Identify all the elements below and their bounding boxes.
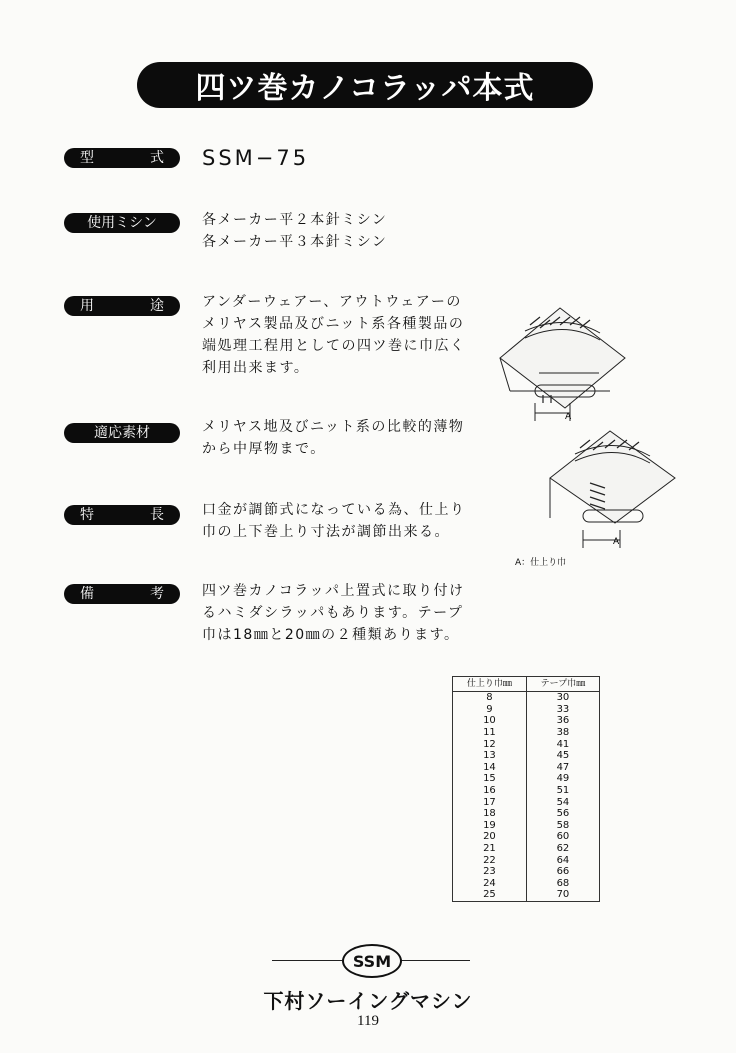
cell-tape-width: 54 <box>526 796 599 808</box>
cell-tape-width: 70 <box>526 889 599 901</box>
text-line: 各メーカー平２本針ミシン <box>202 212 388 228</box>
table-row <box>453 831 600 843</box>
machine-text <box>202 209 387 253</box>
table-row <box>453 866 600 878</box>
label-model-a: 型 <box>80 150 94 166</box>
cell-finished-width: 22 <box>453 854 527 866</box>
cell-finished-width: 18 <box>453 808 527 820</box>
cell-finished-width: 13 <box>453 750 527 762</box>
fold-diagram-bottom <box>545 428 685 553</box>
cell-tape-width: 60 <box>526 831 599 843</box>
spec-table <box>452 676 600 902</box>
dim-label-a2: A <box>613 537 620 547</box>
footer-rule-right <box>400 960 470 961</box>
text-line: 口金が調節式になっている為、仕上り <box>202 502 466 518</box>
header-tape-width: テープ巾㎜ <box>526 677 599 692</box>
text-line: 利用出来ます。 <box>202 360 310 376</box>
label-features <box>64 505 180 525</box>
cell-tape-width: 30 <box>526 692 599 704</box>
features-text <box>202 499 466 543</box>
label-features-a: 特 <box>80 507 94 523</box>
fold-diagram-top <box>495 303 635 428</box>
text-line: 端処理工程用としての四ツ巻に巾広く <box>202 338 466 354</box>
label-remarks-b: 考 <box>150 586 164 602</box>
label-machine: 使用ミシン <box>64 213 180 233</box>
cell-finished-width: 11 <box>453 727 527 739</box>
table-row <box>453 750 600 762</box>
text-line: 巾の上下巻上り寸法が調節出来る。 <box>202 524 450 540</box>
cell-finished-width: 21 <box>453 843 527 855</box>
label-model-b: 式 <box>150 150 164 166</box>
cell-tape-width: 62 <box>526 843 599 855</box>
cell-tape-width: 33 <box>526 704 599 716</box>
model-number: SSM−75 <box>202 146 310 170</box>
text-line: アンダーウェアー、アウトウェアーの <box>202 294 462 310</box>
cell-finished-width: 23 <box>453 866 527 878</box>
label-use-a: 用 <box>80 298 94 314</box>
cell-tape-width: 41 <box>526 738 599 750</box>
text-line: から中厚物まで。 <box>202 441 326 457</box>
cell-finished-width: 25 <box>453 889 527 901</box>
table-row <box>453 808 600 820</box>
table-row <box>453 773 600 785</box>
material-text <box>202 416 464 460</box>
table-row <box>453 715 600 727</box>
table-header-row <box>453 677 600 692</box>
label-model <box>64 148 180 168</box>
cell-finished-width: 15 <box>453 773 527 785</box>
cell-tape-width: 45 <box>526 750 599 762</box>
label-remarks-a: 備 <box>80 586 94 602</box>
text-line: メリヤス地及びニット系の比較的薄物 <box>202 419 465 435</box>
cell-tape-width: 64 <box>526 854 599 866</box>
label-use-b: 途 <box>150 298 164 314</box>
table-row <box>453 727 600 739</box>
table-row <box>453 762 600 774</box>
cell-finished-width: 14 <box>453 762 527 774</box>
text-line: メリヤス製品及びニット系各種製品の <box>202 316 465 332</box>
cell-tape-width: 49 <box>526 773 599 785</box>
label-features-b: 長 <box>150 507 164 523</box>
cell-finished-width: 24 <box>453 878 527 890</box>
cell-tape-width: 47 <box>526 762 599 774</box>
use-text <box>202 291 466 379</box>
text-line: 巾は18㎜と20㎜の２種類あります。 <box>202 627 460 643</box>
table-row <box>453 704 600 716</box>
table-row <box>453 854 600 866</box>
cell-tape-width: 51 <box>526 785 599 797</box>
cell-finished-width: 9 <box>453 704 527 716</box>
cell-tape-width: 36 <box>526 715 599 727</box>
company-logo: SSM <box>342 944 402 978</box>
label-remarks <box>64 584 180 604</box>
table-row <box>453 738 600 750</box>
cell-tape-width: 66 <box>526 866 599 878</box>
table-row <box>453 785 600 797</box>
diagram-caption: A：仕上り巾 <box>515 558 567 568</box>
cell-tape-width: 58 <box>526 820 599 832</box>
cell-tape-width: 68 <box>526 878 599 890</box>
table-row <box>453 820 600 832</box>
text-line: 各メーカー平３本針ミシン <box>202 234 388 250</box>
cell-finished-width: 19 <box>453 820 527 832</box>
cell-finished-width: 17 <box>453 796 527 808</box>
table-row <box>453 878 600 890</box>
cell-finished-width: 10 <box>453 715 527 727</box>
page-number: 119 <box>357 1013 379 1029</box>
text-line: るハミダシラッパもあります。テープ <box>202 605 464 621</box>
cell-finished-width: 12 <box>453 738 527 750</box>
table-row <box>453 692 600 704</box>
cell-tape-width: 38 <box>526 727 599 739</box>
label-material: 適応素材 <box>64 423 180 443</box>
cell-tape-width: 56 <box>526 808 599 820</box>
footer-rule-left <box>272 960 342 961</box>
text-line: 四ツ巻カノコラッパ上置式に取り付け <box>202 583 465 599</box>
remarks-text <box>202 580 465 646</box>
cell-finished-width: 8 <box>453 692 527 704</box>
table-row <box>453 843 600 855</box>
table-row <box>453 889 600 901</box>
dim-label-a1: A <box>565 412 572 422</box>
label-use <box>64 296 180 316</box>
page-title: 四ツ巻カノコラッパ本式 <box>137 62 593 108</box>
cell-finished-width: 16 <box>453 785 527 797</box>
table-row <box>453 796 600 808</box>
company-name: 下村ソーイングマシン <box>263 989 473 1013</box>
cell-finished-width: 20 <box>453 831 527 843</box>
header-finished-width: 仕上り巾㎜ <box>453 677 527 692</box>
